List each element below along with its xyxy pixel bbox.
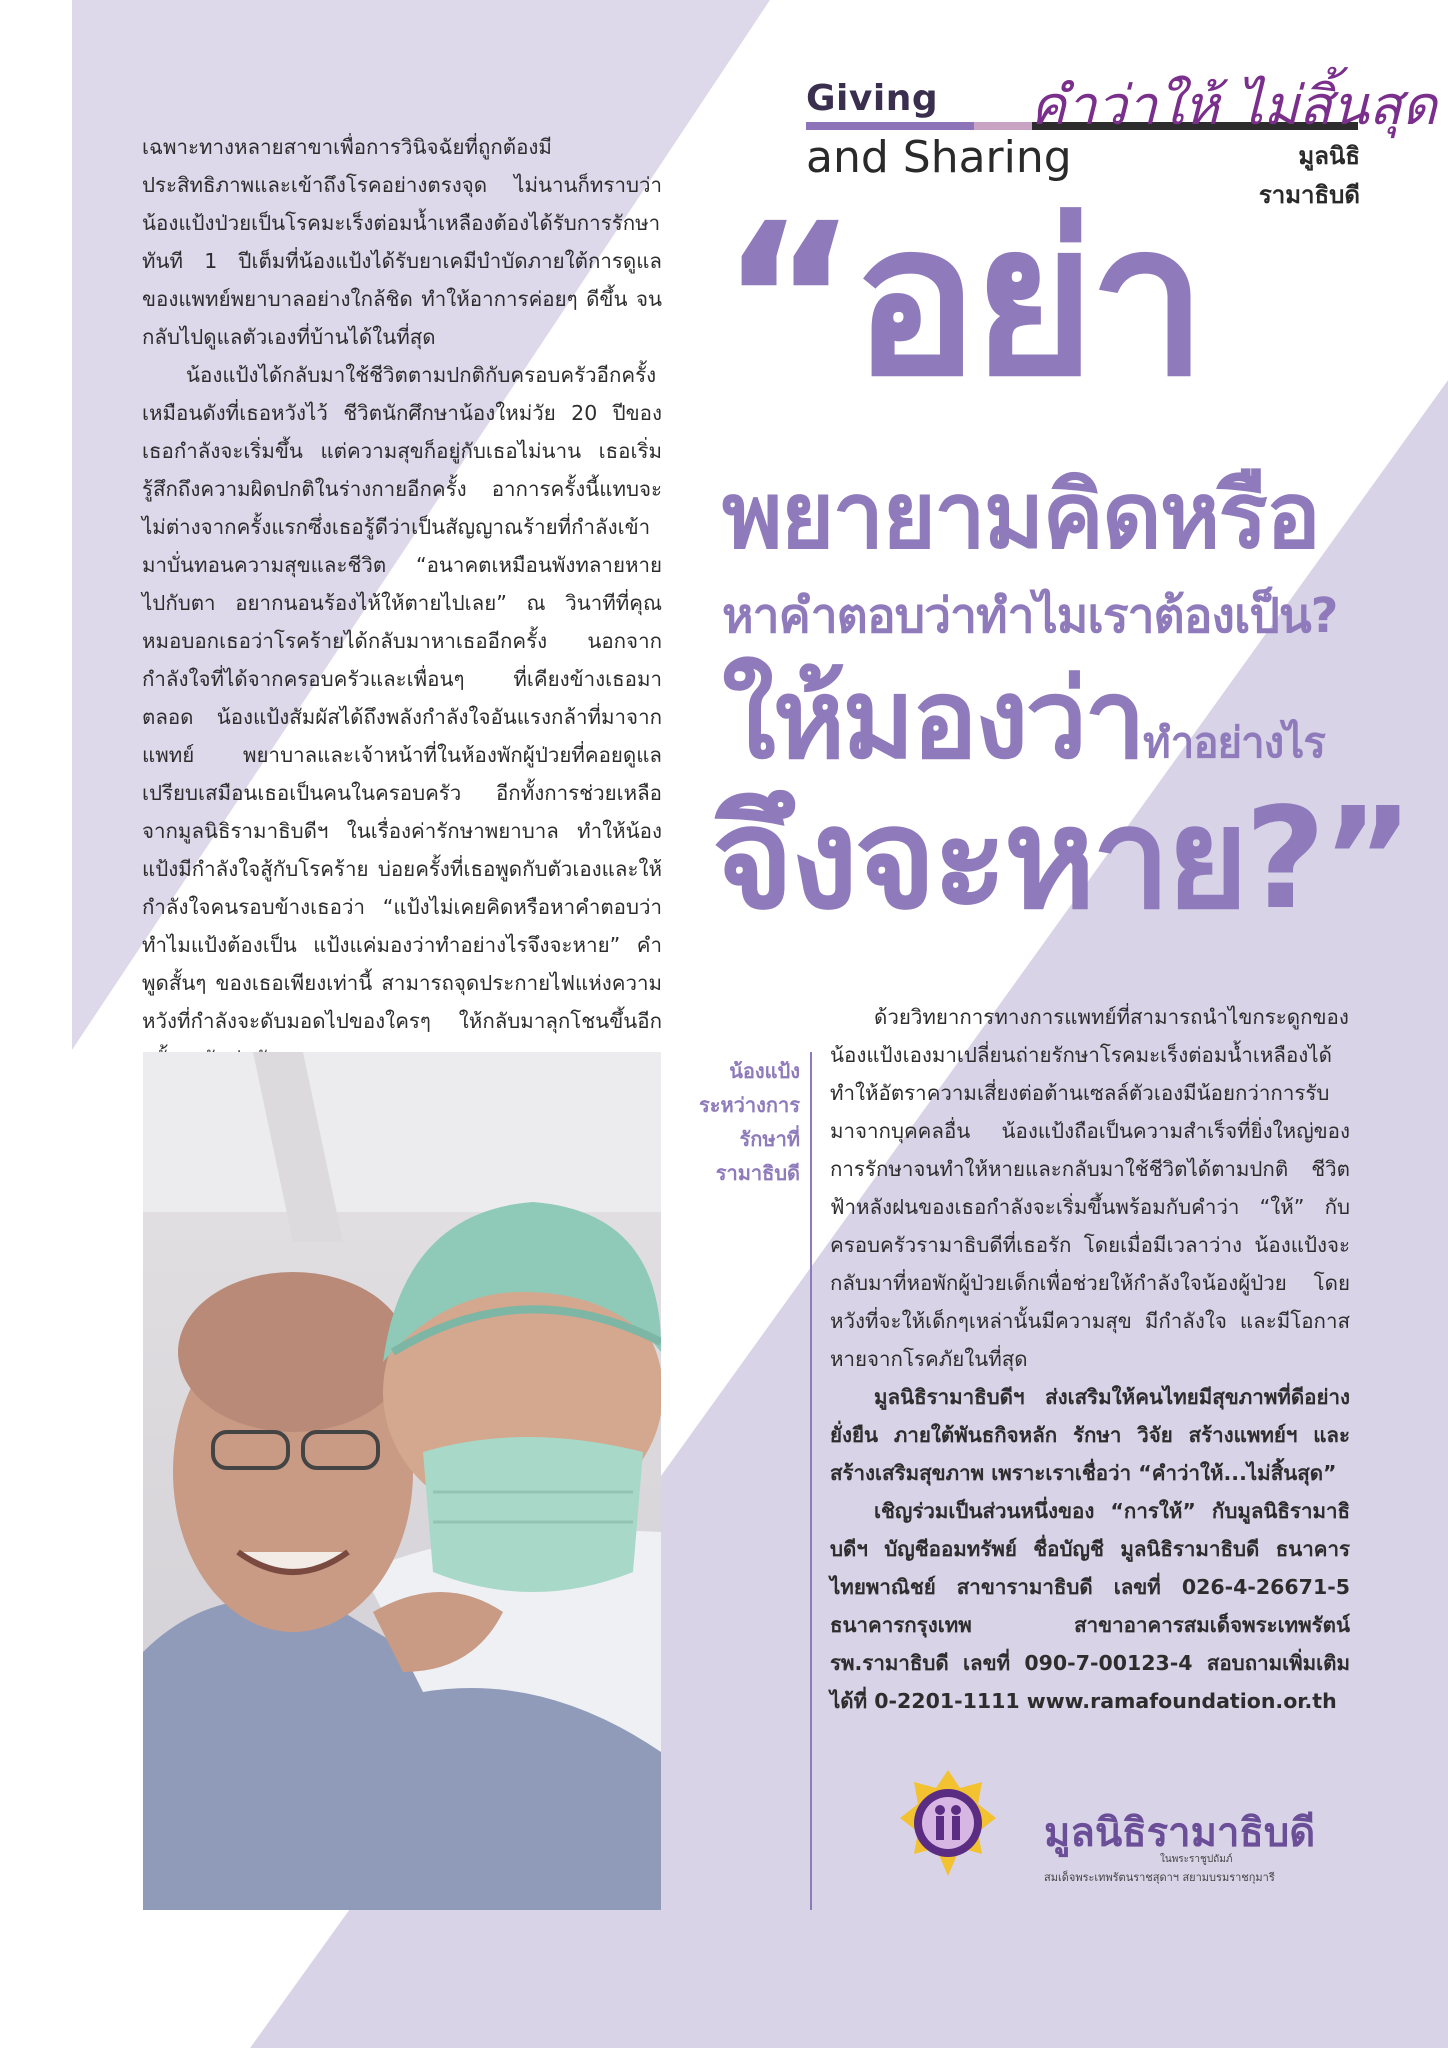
headline-line-3: หาคำตอบว่าทำไมเราต้องเป็น? bbox=[722, 588, 1338, 644]
right-column-text bbox=[830, 998, 1350, 1720]
header-giving: Giving bbox=[806, 78, 939, 119]
patient-photo bbox=[143, 1052, 661, 1910]
right-paragraph-2: มูลนิธิรามาธิบดีฯ ส่งเสริมให้คนไทยมีสุขภาพที่ดีอย่างยั่งยืน ภายใต้พันธกิจหลัก รักษา วิจัย สร้างแพทย์ฯ และสร้างเสริมสุขภาพ เพราะเราเชื่อว่า “คำว่าให้...ไม่สิ้นสุด” bbox=[830, 1385, 1350, 1485]
logo-patronage-line: ในพระราชูปถัมภ์ bbox=[1160, 1854, 1233, 1865]
column-divider bbox=[810, 1052, 812, 1910]
left-paragraph-2: น้องแป้งได้กลับมาใช้ชีวิตตามปกติกับครอบครัวอีกครั้งเหมือนดังที่เธอหวังไว้ ชีวิตนักศึกษาน้องใหม่วัย 20 ปีของเธอกำลังจะเริ่มขึ้น แต่ความสุขก็อยู่กับเธอไม่นาน เธอเริ่มรู้สึกถึงความผิดปกติในร่างกายอีกครั้ง อาการครั้งนี้แทบจะไม่ต่างจากครั้งแรกซึ่งเธอรู้ดีว่าเป็นสัญญาณร้ายที่กำลังเข้ามาบั่นทอนความสุขและชีวิต “อนาคตเหมือนพังทลายหายไปกับตา อยากนอนร้องไห้ให้ตายไปเลย” ณ วินาทีที่คุณหมอบอกเธอว่าโรคร้ายได้กลับมาหาเธออีกครั้ง นอกจากกำลังใจที่ได้จากครอบครัวและเพื่อนๆ ที่เคียงข้างเธอมาตลอด น้องแป้งสัมผัสได้ถึงพลังกำลังใจอันแรงกล้าที่มาจากแพทย์ พยาบาลและเจ้าหน้าที่ในห้องพักผู้ป่วยที่คอยดูแลเปรียบเสมือนเธอเป็นคนในครอบครัว อีกทั้งการช่วยเหลือจากมูลนิธิรามาธิบดีฯ ในเรื่องค่ารักษาพยาบาล ทำให้น้องแป้งมีกำลังใจสู้กับโรคร้าย บ่อยครั้งที่เธอพูดกับตัวเองและให้กำลังใจคนรอบข้างเธอว่า “แป้งไม่เคยคิดหรือหาคำตอบว่าทำไมแป้งต้องเป็น แป้งแค่มองว่าทำอย่างไรจึงจะหาย” คำพูดสั้นๆ ของเธอเพียงเท่านี้ สามารถจุดประกายไฟแห่งความหวังที่กำลังจะดับมอดไปของใครๆ ให้กลับมาลุกโชนขึ้นอีก bbox=[142, 363, 662, 1033]
header-thai-title: คำว่าให้ ไม่สิ้นสุด bbox=[1030, 74, 1437, 137]
headline-line-1: “อย่า bbox=[720, 178, 1202, 423]
headline-line-2: พยายามคิดหรือ bbox=[722, 462, 1320, 569]
right-paragraph-1: ด้วยวิทยาการทางการแพทย์ที่สามารถนำไขกระดูกของน้องแป้งเองมาเปลี่ยนถ่ายรักษาโรคมะเร็งต่อมน้ำเหลืองได้ ทำให้อัตราความเสี่ยงต่อต้านเซลล์ตัวเองมีน้อยกว่าการรับมาจากบุคคลอื่น น้องแป้งถือเป็นความสำเร็จที่ยิ่งใหญ่ของการรักษาจนทำให้หายและกลับมาใช้ชีวิตได้ตามปกติ ชีวิตฟ้าหลังฝนของเธอกำลังจะเริ่มขึ้นพร้อมกับคำว่า “ให้” กับครอบครัวรามาธิบดีที่เธอรัก โดยเมื่อมีเวลาว่าง น้องแป้งจะกลับมาที่หอพักผู้ป่วยเด็กเพื่อช่วยให้กำลังใจน้องผู้ป่วย โดยหวังที่จะให้เด็กๆเหล่านั้นมีความสุข มีกำลังใจ และมีโอกาสหายจากโรคภัยในที่สุด bbox=[830, 1005, 1350, 1371]
left-paragraph-1: เฉพาะทางหลายสาขาเพื่อการวินิจฉัยที่ถูกต้องมีประสิทธิภาพและเข้าถึงโรคอย่างตรงจุด ไม่นานก็ทราบว่าน้องแป้งป่วยเป็นโรคมะเร็งต่อมน้ำเหลืองต้องได้รับการรักษาทันที 1 ปีเต็มที่น้องแป้งได้รับยาเคมีบำบัดภายใต้การดูแลของแพทย์พยาบาลอย่างใกล้ชิด ทำให้อาการค่อยๆ ดีขึ้น จนกลับไปดูแลตัวเองที่บ้านได้ในที่สุด bbox=[142, 135, 662, 349]
logo-patron-name: สมเด็จพระเทพรัตนราชสุดาฯ สยามบรมราชกุมารี bbox=[1044, 1871, 1275, 1884]
photo-caption: น้องแป้ง ระหว่างการ รักษาที่ รามาธิบดี bbox=[699, 1059, 800, 1185]
foundation-logo-icon bbox=[898, 1768, 998, 1878]
headline-line-4-small: ทำอย่างไร bbox=[1143, 718, 1325, 767]
logo-foundation-name: มูลนิธิรามาธิบดี bbox=[1044, 1810, 1316, 1856]
header-foundation-name: มูลนิธิรามาธิบดี bbox=[1258, 142, 1360, 209]
header-sharing: and Sharing bbox=[806, 132, 1072, 183]
patient-photo-illustration bbox=[143, 1052, 661, 1910]
right-paragraph-3: เชิญร่วมเป็นส่วนหนึ่งของ “การให้” กับมูลนิธิรามาธิบดีฯ บัญชีออมทรัพย์ ชื่อบัญชี มูลนิธิรามาธิบดี ธนาคาร ไทยพาณิชย์ สาขารามาธิบดี เลขที่ 026-4-26671-5 ธนาคารกรุงเทพ สาขาอาคารสมเด็จพระเทพรัตน์ รพ.รามาธิบดี เลขที่ 090-7-00123-4 สอบถามเพิ่มเติม ได้ที่ 0-2201-1111 www.ramafoundation.or.th bbox=[830, 1499, 1350, 1713]
headline-line-4-big: ให้มองว่า bbox=[722, 655, 1144, 783]
headline-line-4 bbox=[722, 655, 1325, 783]
left-column-text bbox=[142, 128, 662, 1078]
headline-line-5: จึงจะหาย?” bbox=[712, 778, 1410, 941]
